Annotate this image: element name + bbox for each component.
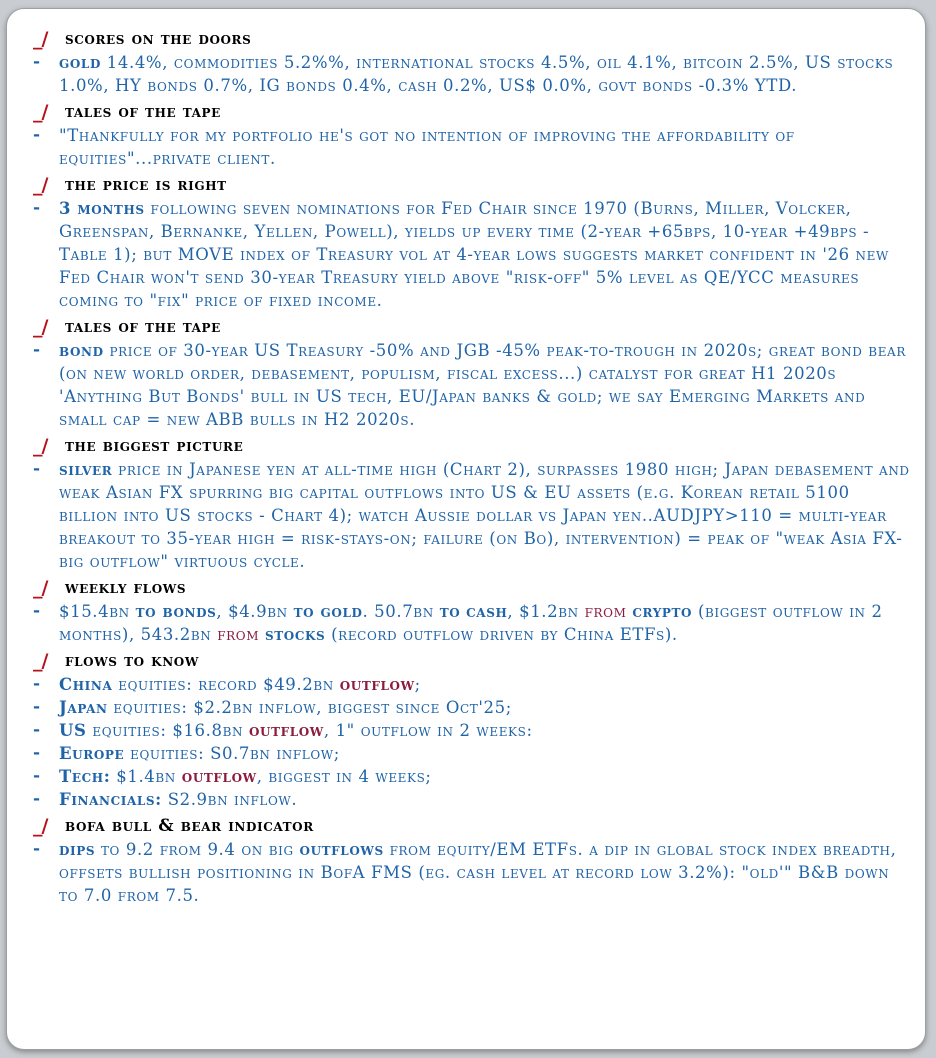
section (33, 814, 913, 907)
section-header (33, 315, 913, 339)
bullet-text (59, 339, 913, 431)
bullet-dash-icon: - (33, 52, 41, 72)
bullet-text (59, 197, 913, 312)
section (33, 27, 913, 97)
text-run: Europe (59, 744, 125, 763)
section-title: scores on the doors (65, 29, 252, 49)
text-run: (record outflow driven by China ETFs). (325, 625, 678, 644)
bullet-dash-icon: - (33, 198, 41, 218)
text-run: gold (59, 53, 101, 72)
section-marker-icon: _/ (33, 101, 48, 123)
bullet-item (33, 765, 913, 788)
text-run: price of 30-year US Treasury -50% and JGB -45% peak-to-trough in 2020s; great bond bear (on new world order, debasement, populism, fiscal excess...) catalyst for great H1 2020s 'Anything But Bonds' bull in US tech, EU/Japan banks & gold; we say Emerging Markets and small cap = new ABB bulls in H2 2020s. (59, 341, 906, 429)
section (33, 649, 913, 811)
highlight-text: from (584, 602, 627, 621)
bullet-dash-icon: - (33, 459, 41, 479)
section (33, 315, 913, 431)
section-header (33, 100, 913, 124)
highlight-text: outflow (181, 767, 257, 786)
text-run: price in Japanese yen at all-time high (Chart 2), surpasses 1980 high; Japan debasement and weak Asian FX spurring big capital outflows into US & EU assets (e.g. Korean retail 5100 billion into US stocks - Chart 4); watch Aussie dollar vs Japan yen..AUDJPY>110 = multi-year breakout to 35-year high = risk-stays-on; failure (on Bo), intervention) = peak of "weak Asia FX-big outflow" virtuous cycle. (59, 460, 910, 571)
text-run: stocks (265, 625, 326, 644)
bullet-dash-icon: - (33, 340, 41, 360)
section-title: tales of the tape (65, 102, 221, 122)
text-run: ; (414, 675, 421, 694)
text-run: $15.4bn (59, 602, 136, 621)
note-card (6, 8, 926, 1050)
bullet-text (59, 458, 913, 573)
text-run: Tech: (59, 767, 111, 786)
bullet-dash-icon: - (33, 789, 41, 809)
text-run: crypto (632, 602, 693, 621)
bullet-dash-icon: - (33, 674, 41, 694)
section-header (33, 649, 913, 673)
bullet-dash-icon: - (33, 720, 41, 740)
section-marker-icon: _/ (33, 435, 48, 457)
section-title: the price is right (65, 175, 227, 195)
section-header (33, 434, 913, 458)
text-run: $1.4bn (110, 767, 182, 786)
section-title: the biggest picture (65, 436, 244, 456)
bullet-text (59, 788, 297, 811)
text-run: equities: record $49.2bn (112, 675, 340, 694)
bullet-dash-icon: - (33, 601, 41, 621)
text-run: "Thankfully for my portfolio he's got no intention of improving the affordability of equities"...private client. (59, 126, 795, 168)
section-title: weekly flows (65, 578, 187, 598)
text-run: silver (59, 460, 113, 479)
section (33, 173, 913, 312)
bullet-item (33, 458, 913, 573)
bullet-item (33, 600, 913, 646)
bullet-dash-icon: - (33, 839, 41, 859)
section-header (33, 814, 913, 838)
bullet-item (33, 339, 913, 431)
bullet-item (33, 673, 913, 696)
bullet-item (33, 696, 913, 719)
text-run: Japan (59, 698, 108, 717)
bullet-item (33, 742, 913, 765)
text-run: to 9.2 from 9.4 on big (95, 840, 300, 859)
text-run: , $4.9bn (216, 602, 294, 621)
text-run: bond (59, 341, 104, 360)
bullet-item (33, 197, 913, 312)
text-run: , biggest in 4 weeks; (256, 767, 432, 786)
bullet-item (33, 838, 913, 907)
text-run: S2.9bn inflow. (161, 790, 298, 809)
bullet-item (33, 719, 913, 742)
highlight-text: from (217, 625, 260, 644)
section-title: flows to know (65, 651, 199, 671)
bullet-text (59, 719, 533, 742)
text-run: to (439, 602, 461, 621)
section-header (33, 173, 913, 197)
bullet-dash-icon: - (33, 697, 41, 717)
text-run: equities: $16.8bn (86, 721, 249, 740)
text-run: from equity/EM ETFs. a dip in global stock index breadth, offsets bullish positioning in BofA FMS (eg. cash level at record low 3.2%): "old'" B&B down to 7.0 from 7.5. (59, 840, 897, 905)
section-header (33, 27, 913, 51)
bullet-text (59, 600, 913, 646)
text-run: China (59, 675, 113, 694)
section (33, 576, 913, 646)
sections-container (33, 27, 913, 910)
text-run: US (59, 721, 87, 740)
text-run: Financials: (59, 790, 162, 809)
bullet-item (33, 788, 913, 811)
text-run: . 50.7bn (362, 602, 440, 621)
section-marker-icon: _/ (33, 28, 48, 50)
text-run: outflows (299, 840, 384, 859)
bullet-dash-icon: - (33, 743, 41, 763)
highlight-text: outflow (339, 675, 415, 694)
bullet-text (59, 51, 913, 97)
bullet-dash-icon: - (33, 766, 41, 786)
text-run: to gold (293, 602, 363, 621)
text-run: equities: S0.7bn inflow; (124, 744, 340, 763)
bullet-dash-icon: - (33, 125, 41, 145)
bullet-text (59, 673, 421, 696)
section-marker-icon: _/ (33, 174, 48, 196)
bullet-text (59, 124, 913, 170)
bullet-item (33, 124, 913, 170)
section-marker-icon: _/ (33, 815, 48, 837)
text-run: 14.4%, commodities 5.2%%, international stocks 4.5%, oil 4.1%, bitcoin 2.5%, US stocks 1.0%, HY bonds 0.7%, IG bonds 0.4%, cash 0.2%, US$ 0.0%, govt bonds -0.3% YTD. (59, 53, 894, 95)
section (33, 100, 913, 170)
section-title: tales of the tape (65, 317, 221, 337)
text-run: equities: $2.2bn inflow, biggest since Oct'25; (107, 698, 512, 717)
section (33, 434, 913, 573)
bullet-text (59, 765, 432, 788)
section-marker-icon: _/ (33, 650, 48, 672)
section-title: bofa bull & bear indicator (65, 816, 314, 836)
section-marker-icon: _/ (33, 316, 48, 338)
bullet-text (59, 838, 913, 907)
text-run: dips (59, 840, 96, 859)
bullet-item (33, 51, 913, 97)
bullet-text (59, 696, 512, 719)
bullet-text (59, 742, 340, 765)
section-marker-icon: _/ (33, 577, 48, 599)
text-run: , 1" outflow in 2 weeks: (323, 721, 533, 740)
text-run: following seven nominations for Fed Chair since 1970 (Burns, Miller, Volcker, Greenspan, Bernanke, Yellen, Powell), yields up every time (2-year +65bps, 10-year +49bps - Table 1); but MOVE index of Treasury vol at 4-year lows suggests market confident in '26 new Fed Chair won't send 30-year Treasury yield above "risk-off" 5% level as QE/YCC measures coming to "fix" price of fixed income. (59, 199, 889, 310)
text-run: 3 months (59, 199, 145, 218)
text-run: (biggest outflow in 2 months), 543.2bn (59, 602, 883, 644)
highlight-text: outflow (248, 721, 324, 740)
text-run: , $1.2bn (507, 602, 585, 621)
text-run: cash (466, 602, 508, 621)
section-header (33, 576, 913, 600)
text-run: to bonds (135, 602, 217, 621)
